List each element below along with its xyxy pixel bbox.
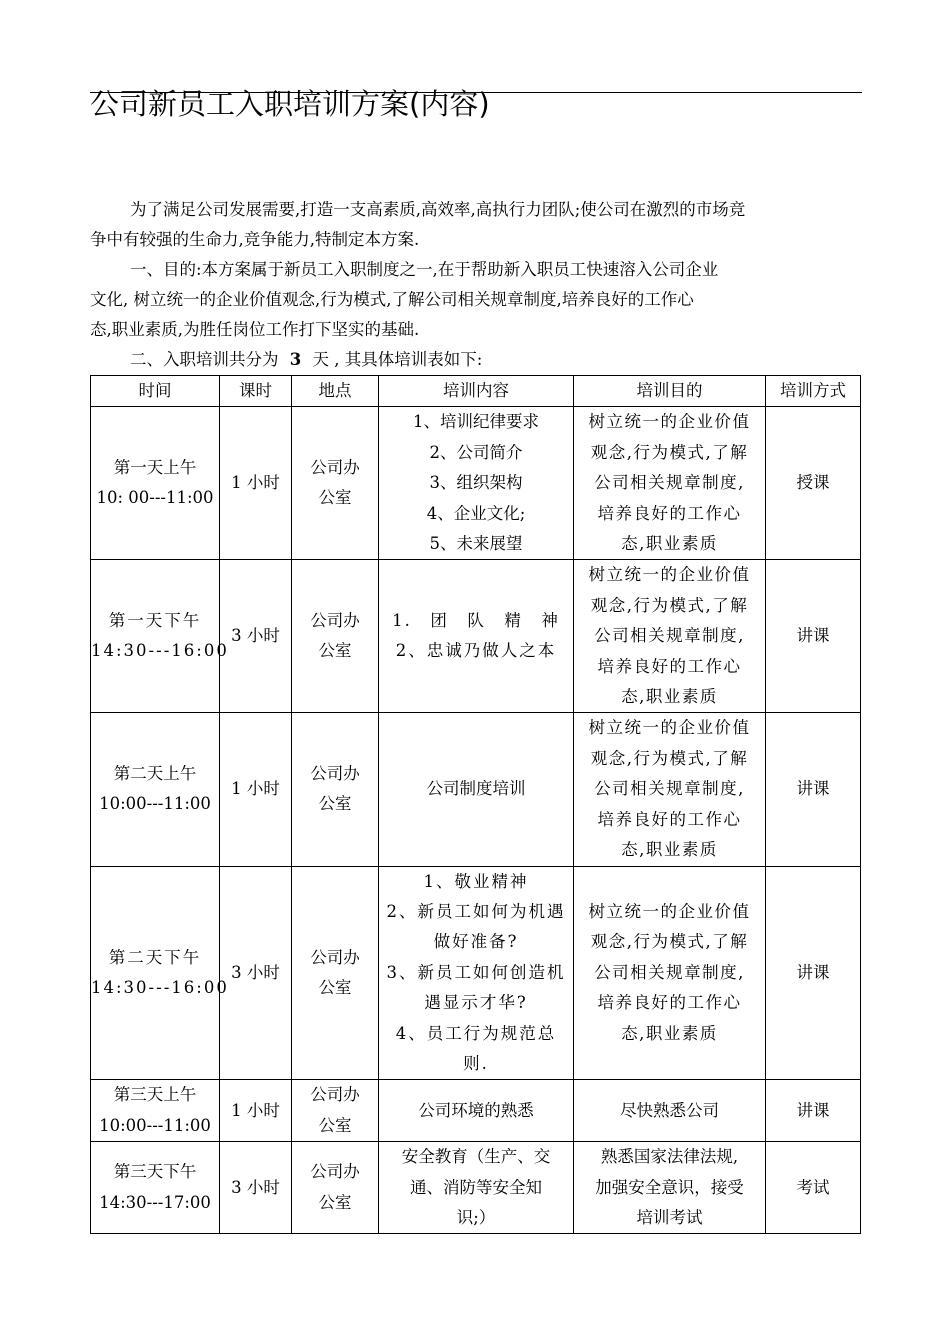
cell-time — [91, 866, 229, 1080]
content-line: 识;） — [456, 1207, 496, 1227]
header-place: 地点 — [292, 376, 379, 407]
purpose-line: 态,职业素质 — [621, 840, 718, 860]
place-text: 公司办 — [310, 764, 360, 784]
time-text: 10:00---11:00 — [99, 794, 211, 814]
intro-line-2: 争中有较强的生命力,竞争能力,特制定本方案. — [90, 230, 420, 249]
purpose-line: 培养良好的工作心 — [597, 993, 742, 1013]
content-line: 安全教育（生产、交 — [401, 1147, 551, 1167]
purpose-line: 公司相关规章制度, — [594, 962, 745, 982]
cell-place — [292, 1080, 379, 1142]
cell-purpose — [574, 1142, 766, 1234]
cell-place — [292, 713, 379, 866]
purpose-line-3: 态,职业素质,为胜任岗位工作打下坚实的基础. — [90, 320, 420, 339]
time-text: 第三天下午 — [113, 1162, 197, 1182]
time-text: 第二天下午 — [108, 947, 202, 967]
time-text: 10:00---11:00 — [99, 1115, 211, 1135]
time-text: 第一天下午 — [108, 611, 202, 631]
cell-hours: 1 小时 — [220, 407, 292, 560]
purpose-line: 树立统一的企业价值 — [588, 565, 751, 585]
content-line: 3、组织架构 — [429, 473, 523, 493]
time-text: 14:30---16:00 — [91, 641, 229, 661]
place-text: 公室 — [318, 641, 352, 661]
purpose-line-2: 文化, 树立统一的企业价值观念,行为模式,了解公司相关规章制度,培养良好的工作心 — [90, 290, 694, 309]
cell-time — [91, 560, 229, 713]
purpose-line: 熟悉国家法律法规, — [600, 1147, 739, 1167]
time-text: 第三天上午 — [113, 1085, 197, 1105]
time-text: 10: 00---11:00 — [96, 488, 214, 508]
content-line: 2、忠诚乃做人之本 — [395, 641, 557, 661]
content-line: 1. 团 队 精 神 — [392, 611, 560, 631]
content-line: 4、企业文化; — [426, 503, 526, 523]
header-method: 培训方式 — [766, 376, 861, 407]
intro-paragraph — [90, 195, 862, 255]
place-text: 公室 — [318, 488, 352, 508]
place-text: 公室 — [318, 977, 352, 997]
title-rule — [90, 92, 862, 93]
schedule-intro-prefix: 二、入职培训共分为 — [130, 350, 279, 369]
page-title: 公司新员工入职培训方案(内容) — [90, 87, 490, 121]
content-line: 公司环境的熟悉 — [418, 1100, 534, 1120]
purpose-line: 观念,行为模式,了解 — [590, 442, 749, 462]
cell-content — [379, 407, 574, 560]
content-line: 则. — [463, 1053, 489, 1073]
content-line: 1、培训纪律要求 — [413, 412, 539, 432]
cell-method: 讲课 — [766, 1080, 861, 1142]
schedule-intro-days: 3 — [289, 350, 302, 369]
content-line: 5、未来展望 — [429, 534, 523, 554]
table-header-row — [91, 376, 861, 407]
content-line: 遇显示才华? — [424, 993, 528, 1013]
training-schedule-table — [90, 375, 861, 1234]
cell-content — [379, 1080, 574, 1142]
content-line: 3、新员工如何创造机 — [386, 962, 566, 982]
cell-time — [91, 407, 220, 560]
purpose-line: 树立统一的企业价值 — [588, 901, 751, 921]
cell-hours: 3 小时 — [220, 866, 292, 1080]
cell-method: 讲课 — [766, 713, 861, 866]
header-content: 培训内容 — [379, 376, 574, 407]
cell-time — [91, 1142, 220, 1234]
cell-purpose — [574, 866, 766, 1080]
place-text: 公司办 — [310, 611, 360, 631]
cell-hours: 1 小时 — [220, 713, 292, 866]
cell-content — [379, 713, 574, 866]
header-purpose: 培训目的 — [574, 376, 766, 407]
purpose-line: 培养良好的工作心 — [597, 503, 742, 523]
purpose-paragraph — [90, 255, 862, 345]
table-row — [91, 560, 861, 713]
purpose-line: 尽快熟悉公司 — [620, 1100, 719, 1120]
time-text: 第二天上午 — [113, 764, 197, 784]
purpose-line-1: 一、目的:本方案属于新员工入职制度之一,在于帮助新入职员工快速溶入公司企业 — [130, 260, 719, 279]
place-text: 公司办 — [310, 1162, 360, 1182]
content-line: 公司制度培训 — [426, 779, 526, 799]
content-line: 4、员工行为规范总 — [395, 1023, 557, 1043]
place-text: 公司办 — [310, 947, 360, 967]
table-row — [91, 407, 861, 560]
cell-content — [379, 866, 574, 1080]
purpose-line: 树立统一的企业价值 — [588, 412, 751, 432]
place-text: 公室 — [318, 794, 352, 814]
cell-purpose — [574, 1080, 766, 1142]
cell-time — [91, 1080, 220, 1142]
cell-method: 讲课 — [766, 560, 861, 713]
content-line: 做好准备? — [433, 932, 519, 952]
purpose-line: 观念,行为模式,了解 — [590, 748, 749, 768]
purpose-line: 培养良好的工作心 — [597, 809, 742, 829]
table-row — [91, 1080, 861, 1142]
purpose-line: 观念,行为模式,了解 — [590, 595, 749, 615]
time-text: 14:30---17:00 — [99, 1192, 211, 1212]
cell-method: 考试 — [766, 1142, 861, 1234]
purpose-line: 公司相关规章制度, — [594, 779, 745, 799]
header-hours: 课时 — [220, 376, 292, 407]
cell-method: 授课 — [766, 407, 861, 560]
cell-place — [292, 407, 379, 560]
table-row — [91, 1142, 861, 1234]
purpose-line: 态,职业素质 — [621, 1023, 718, 1043]
cell-purpose — [574, 713, 766, 866]
cell-time — [91, 713, 220, 866]
place-text: 公司办 — [310, 1085, 360, 1105]
intro-line-1: 为了满足公司发展需要,打造一支高素质,高效率,高执行力团队;使公司在激烈的市场竞 — [130, 200, 746, 219]
cell-hours: 3 小时 — [220, 560, 292, 713]
cell-purpose — [574, 407, 766, 560]
schedule-intro-suffix: 天 , 其具体培训表如下: — [312, 350, 483, 369]
time-text: 第一天上午 — [113, 458, 197, 478]
content-line: 通、消防等安全知 — [410, 1177, 542, 1197]
purpose-line: 加强安全意识，接受 — [595, 1177, 744, 1197]
place-text: 公室 — [318, 1192, 352, 1212]
purpose-line: 培训考试 — [636, 1207, 703, 1227]
purpose-line: 观念,行为模式,了解 — [590, 932, 749, 952]
cell-content — [379, 560, 574, 713]
cell-place — [292, 866, 379, 1080]
cell-method: 讲课 — [766, 866, 861, 1080]
header-time: 时间 — [91, 376, 220, 407]
place-text: 公室 — [318, 1115, 352, 1135]
place-text: 公司办 — [310, 458, 360, 478]
purpose-line: 态,职业素质 — [621, 687, 718, 707]
cell-content — [379, 1142, 574, 1234]
content-line: 2、公司简介 — [429, 442, 523, 462]
content-line: 2、新员工如何为机遇 — [386, 901, 566, 921]
cell-place — [292, 1142, 379, 1234]
table-row — [91, 713, 861, 866]
table-body — [91, 407, 861, 1234]
time-text: 14:30---16:00 — [91, 977, 229, 997]
cell-purpose — [574, 560, 766, 713]
schedule-intro — [90, 345, 862, 375]
purpose-line: 树立统一的企业价值 — [588, 718, 751, 738]
purpose-line: 态,职业素质 — [621, 534, 718, 554]
purpose-line: 公司相关规章制度, — [594, 473, 745, 493]
table-row — [91, 866, 861, 1080]
content-line: 1、敬业精神 — [423, 871, 529, 891]
cell-place — [292, 560, 379, 713]
cell-hours: 1 小时 — [220, 1080, 292, 1142]
purpose-line: 公司相关规章制度, — [594, 626, 745, 646]
purpose-line: 培养良好的工作心 — [597, 656, 742, 676]
cell-hours: 3 小时 — [220, 1142, 292, 1234]
